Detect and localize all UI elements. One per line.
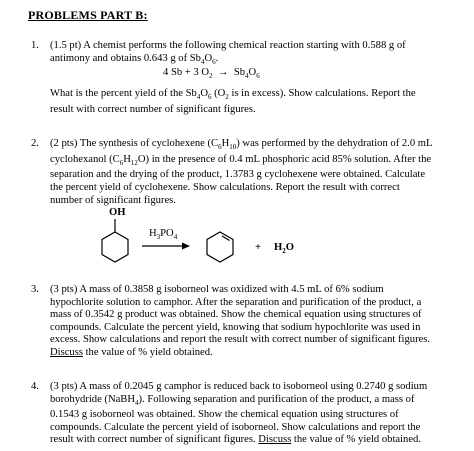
- problem-text: number of significant figures.: [50, 194, 176, 206]
- problem-text: antimony and obtains 0.643 g of $Sb_4O_6$.: [50, 52, 219, 66]
- problem-text: 0.1543 g isoborneol was obtained. Show the chemical equation using structures of: [50, 409, 399, 421]
- reagent-label: $H_3PO_4$: [149, 228, 178, 242]
- problem-text: compounds. Calculate the percent yield, knowing that sodium hypochlorite was used in: [50, 321, 421, 333]
- problem-text: result with correct number of significant figures. Discuss the value of % yield obtained.: [50, 434, 421, 446]
- oh-label: OH: [109, 207, 126, 218]
- problem-text: (2 pts) The synthesis of cyclohexene $(C_6H_{10})$ was performed by the dehydration of 2.0 mL: [50, 138, 433, 152]
- problem-number: 2.: [31, 138, 39, 149]
- problem-text: excess. Show calculations and report the result with correct number of significant figures.: [50, 334, 431, 346]
- problem-text: cyclohexanol $(C_6H_{12}O)$ in the presence of 0.4 mL phosphoric acid 85% solution. After the: [50, 153, 432, 167]
- problem-3: [31, 284, 461, 360]
- cyclohexene-structure: [207, 232, 233, 262]
- problem-text: (3 pts) A mass of 0.3858 g isoborneol was oxidized with 4.5 mL of 6% sodium: [50, 284, 384, 295]
- problem-text: mass of 0.3542 g product was obtained. Show the chemical equation using structures of: [50, 309, 422, 321]
- problem-text: (1.5 pt) A chemist performs the following chemical reaction starting with 0.588 g of: [50, 40, 406, 51]
- problem-4: [31, 381, 461, 447]
- problem-number: 4.: [31, 381, 39, 392]
- problem-number: 3.: [31, 284, 39, 295]
- cyclohexanol-structure: [102, 219, 128, 262]
- problem-text: compounds. Calculate the percent yield of isoborneol. Show calculations and report the: [50, 421, 421, 433]
- page-heading: PROBLEMS PART B:: [28, 8, 148, 22]
- problem-text: hypochlorite solution to camphor. After the separation and purification of the product, a: [50, 296, 422, 308]
- problem-text: result with correct number of significant figures.: [50, 103, 256, 115]
- problem-number: 1.: [31, 40, 39, 51]
- problem-text: the percent yield of cyclohexene. Show calculations. Report the result with correct: [50, 182, 400, 193]
- water-label: $H_2O$: [274, 242, 294, 256]
- plus-sign: +: [255, 242, 262, 253]
- problem-text: (3 pts) A mass of 0.2045 g camphor is reduced back to isoborneol using 0.2740 g sodium: [50, 381, 428, 392]
- problem-text: Discuss the value of % yield obtained.: [50, 346, 213, 358]
- problem-text: separation and the drying of the product, 1.3783 g cyclohexene were obtained. Calculate: [50, 169, 426, 181]
- problem-text: What is the percent yield of the $Sb_4O_6$ ($O_2$ is in excess). Show calculations. Report the: [50, 88, 416, 102]
- chemical-equation: 4 Sb + 3 $O_2 \to Sb_4O_6$: [163, 67, 260, 81]
- reaction-arrow: →: [217, 67, 229, 78]
- problem-text: borohydride (NaBH$_4$). Following separation and purification of the product, a mass of: [50, 393, 415, 407]
